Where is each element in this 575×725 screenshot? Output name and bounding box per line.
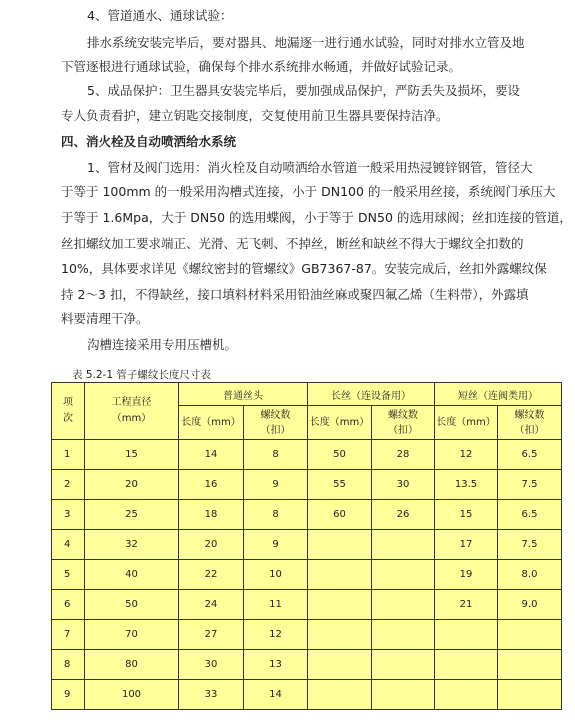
table-cell: 13.5 <box>435 470 498 500</box>
table-row <box>52 590 562 620</box>
table-row <box>52 500 562 530</box>
header-length: 长度（mm） <box>435 406 498 440</box>
table-cell <box>308 560 372 590</box>
table-cell: 9 <box>244 530 308 560</box>
table-cell <box>498 650 562 680</box>
table-cell <box>435 620 498 650</box>
table-cell: 70 <box>85 620 179 650</box>
paragraph-line: 4、管道通水、通球试验： <box>87 8 233 23</box>
table-cell: 7.5 <box>498 530 562 560</box>
table-row <box>52 650 562 680</box>
table-cell: 40 <box>85 560 179 590</box>
header-threads: 螺纹数 （扣） <box>244 406 308 440</box>
table-cell: 80 <box>85 650 179 680</box>
table-body <box>52 440 562 710</box>
table-cell: 30 <box>179 650 244 680</box>
header-short-thread: 短丝（连阀类用） <box>435 383 562 406</box>
table-cell: 5 <box>52 560 85 590</box>
table-cell <box>372 680 435 710</box>
header-length: 长度（mm） <box>179 406 244 440</box>
header-item-no: 项 次 <box>52 383 85 440</box>
header-ordinary-thread: 普通丝头 <box>179 383 308 406</box>
table-cell: 7.5 <box>498 470 562 500</box>
table-cell: 26 <box>372 500 435 530</box>
paragraph-line: 专人负责看护，建立钥匙交接制度，交复使用前卫生器具要保持洁净。 <box>61 108 449 123</box>
table-cell: 2 <box>52 470 85 500</box>
paragraph-line: 持 2～3 扣，不得缺丝，接口填料材料采用铅油丝麻或聚四氟乙烯（生料带），外露填 <box>61 287 529 302</box>
table-cell: 4 <box>52 530 85 560</box>
table-cell: 6.5 <box>498 500 562 530</box>
table-cell: 17 <box>435 530 498 560</box>
table-cell: 16 <box>179 470 244 500</box>
table-cell: 1 <box>52 440 85 470</box>
table-cell: 7 <box>52 620 85 650</box>
table-cell: 30 <box>372 470 435 500</box>
table-cell <box>308 680 372 710</box>
table-cell: 18 <box>179 500 244 530</box>
table-cell: 8 <box>244 440 308 470</box>
table-cell: 33 <box>179 680 244 710</box>
header-threads: 螺纹数 （扣） <box>372 406 435 440</box>
table-cell: 28 <box>372 440 435 470</box>
paragraph-line: 于等于 100mm 的一般采用沟槽式连接，小于 DN100 的一般采用丝接，系统阀门承压大 <box>61 184 556 199</box>
table-cell: 60 <box>308 500 372 530</box>
paragraph-line: 排水系统安装完毕后，要对器具、地漏逐一进行通水试验，同时对排水立管及地 <box>87 35 525 50</box>
table-row <box>52 530 562 560</box>
paragraph-line: 5、成品保护：卫生器具安装完毕后，要加强成品保护，严防丢失及损坏，要设 <box>87 83 520 98</box>
table-cell: 13 <box>244 650 308 680</box>
header-diameter: 工程直径 （mm） <box>85 383 179 440</box>
table-cell <box>435 650 498 680</box>
table-cell: 8 <box>244 500 308 530</box>
table-cell: 8 <box>52 650 85 680</box>
table-cell: 9 <box>52 680 85 710</box>
table-cell: 14 <box>244 680 308 710</box>
paragraph-line: 于等于 1.6Mpa，大于 DN50 的选用蝶阀，小于等于 DN50 的选用球阀；丝扣连接的管道， <box>61 210 572 225</box>
table-cell: 32 <box>85 530 179 560</box>
table-row <box>52 620 562 650</box>
table-cell: 12 <box>244 620 308 650</box>
table-cell: 15 <box>435 500 498 530</box>
table-cell <box>308 650 372 680</box>
table-row <box>52 680 562 710</box>
table-cell <box>372 560 435 590</box>
table-cell: 9 <box>244 470 308 500</box>
table-cell <box>372 530 435 560</box>
table-cell: 14 <box>179 440 244 470</box>
table-cell: 21 <box>435 590 498 620</box>
table-cell <box>308 620 372 650</box>
paragraph-line: 丝扣螺纹加工要求端正、光滑、无飞刺、不掉丝，断丝和缺丝不得大于螺纹全扣数的 <box>61 236 524 251</box>
table-cell <box>498 680 562 710</box>
table-cell: 50 <box>308 440 372 470</box>
header-long-thread: 长丝（连设备用） <box>308 383 435 406</box>
table-cell <box>372 620 435 650</box>
table-cell <box>435 680 498 710</box>
table-cell <box>308 530 372 560</box>
table-cell: 19 <box>435 560 498 590</box>
table-cell <box>498 620 562 650</box>
thread-length-table <box>51 382 562 710</box>
paragraph-line: 下管逐根进行通球试验，确保每个排水系统排水畅通，并做好试验记录。 <box>61 59 462 74</box>
table-cell: 11 <box>244 590 308 620</box>
table-cell: 3 <box>52 500 85 530</box>
paragraph-line: 沟槽连接采用专用压槽机。 <box>87 337 238 352</box>
table-row <box>52 560 562 590</box>
paragraph-line: 1、管材及阀门选用：消火栓及自动喷洒给水管道一般采用热浸镀锌钢管，管径大 <box>87 160 533 175</box>
table-cell: 15 <box>85 440 179 470</box>
table-row <box>52 470 562 500</box>
section-heading: 四、消火栓及自动喷洒给水系统 <box>61 134 237 149</box>
table-caption: 表 5.2-1 管子螺纹长度尺寸表 <box>72 369 211 381</box>
table-cell <box>308 590 372 620</box>
table-cell: 24 <box>179 590 244 620</box>
table-cell: 50 <box>85 590 179 620</box>
paragraph-line: 料要清理干净。 <box>61 311 149 326</box>
table-cell: 25 <box>85 500 179 530</box>
table-cell: 6 <box>52 590 85 620</box>
table-cell: 12 <box>435 440 498 470</box>
header-length: 长度（mm） <box>308 406 372 440</box>
table-cell: 100 <box>85 680 179 710</box>
table-cell: 9.0 <box>498 590 562 620</box>
table-cell: 20 <box>85 470 179 500</box>
paragraph-line: 10%，具体要求详见《螺纹密封的管螺纹》GB7367-87。安装完成后，丝扣外露螺纹保 <box>61 261 547 276</box>
table-cell: 6.5 <box>498 440 562 470</box>
table-cell: 22 <box>179 560 244 590</box>
header-threads: 螺纹数 （扣） <box>498 406 562 440</box>
table-row <box>52 440 562 470</box>
table-cell: 8.0 <box>498 560 562 590</box>
table-cell: 27 <box>179 620 244 650</box>
table-cell: 20 <box>179 530 244 560</box>
table-cell <box>372 590 435 620</box>
table-cell: 55 <box>308 470 372 500</box>
table-cell <box>372 650 435 680</box>
table-cell: 10 <box>244 560 308 590</box>
